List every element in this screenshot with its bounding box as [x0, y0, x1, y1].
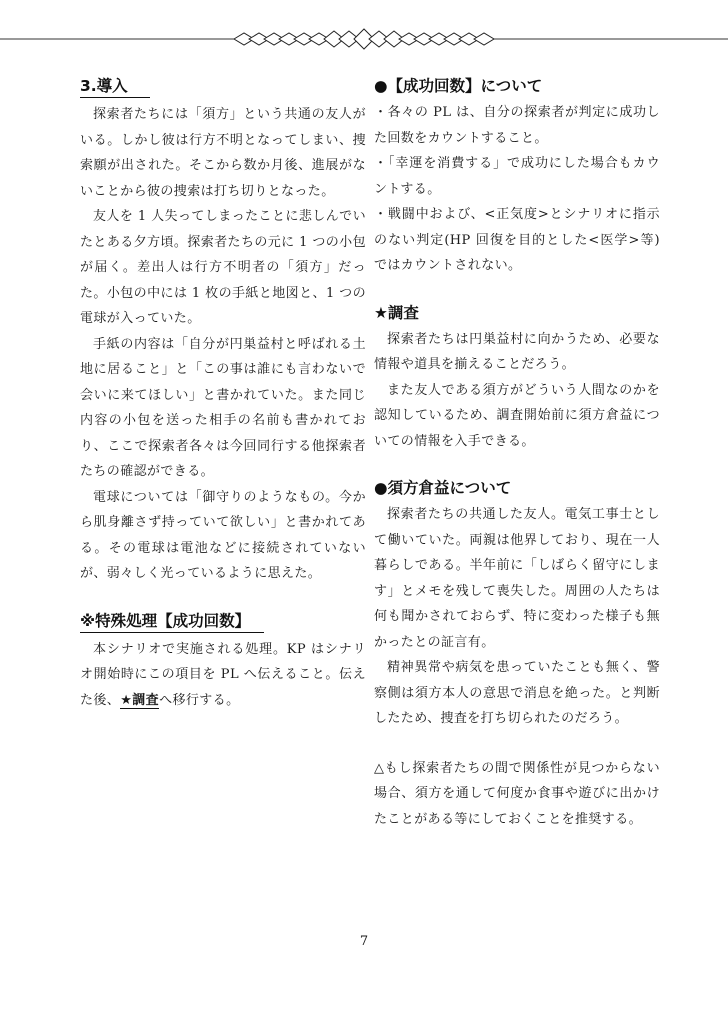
left-column [80, 76, 366, 713]
intro-paragraph-1: 探索者たちには「須方」という共通の友人がいる。しかし彼は行方不明となってしまい、捜索願が出された。そこから数か月後、進展がないことから彼の捜索は打ち切りとなった。 [80, 107, 366, 199]
sukata-note: △もし探索者たちの間で関係性が見つからない場合、須方を通して何度か食事や遊びに出かけたことがある等にしておくことを推奨する。 [374, 760, 660, 827]
investigation-paragraph-2: また友人である須方がどういう人間なのかを認知しているため、調査開始前に須方倉益についての情報を入手できる。 [374, 382, 660, 449]
investigation-link[interactable]: ★調査 [120, 692, 160, 708]
intro-paragraph-3: 手紙の内容は「自分が円巣益村と呼ばれる土地に居ること」と「この事は誰にも言わないで会いに来てほしい」と書かれていた。また同じ内容の小包を送った相手の名前も書かれており、ここで探索者各々は今回同行する他探索者たちの確認ができる。 [80, 336, 366, 479]
page-number: 7 [359, 934, 369, 949]
special-paragraph: 本シナリオで実施される処理。KP はシナリオ開始時にこの項目を PL へ伝えること。伝えた後、★調査へ移行する。 [80, 641, 366, 708]
investigation-heading: ★調査 [374, 303, 419, 322]
intro-paragraph-4: 電球については「御守りのようなもの。今から肌身離さず持っていて欲しい」と書かれてある。その電球は電池などに接続されていないが、弱々しく光っているように思えた。 [80, 489, 366, 581]
header-ornament [0, 26, 728, 52]
right-column [374, 76, 660, 832]
intro-heading: 3.導入 [80, 76, 366, 98]
sukata-heading: ●須方倉益について [374, 479, 512, 497]
sukata-paragraph-1: 探索者たちの共通した友人。電気工事士として働いていた。両親は他界しており、現在一人暮らしである。半年前に「しばらく留守にします」とメモを残して喪失した。周囲の人たちは何も聞かされておらず、特に変わった様子も無かったとの証言有。 [374, 507, 660, 650]
ornament-diamond [474, 33, 494, 45]
success-item-1: ・各々の PL は、自分の探索者が判定に成功した回数をカウントすること。 [374, 105, 660, 146]
sukata-paragraph-2: 精神異常や病気を患っていたことも無く、警察側は須方本人の意思で消息を絶った。と判断したため、捜査を打ち切られたのだろう。 [374, 660, 660, 726]
special-heading: ※特殊処理【成功回数】 [80, 611, 366, 633]
investigation-paragraph-1: 探索者たちは円巣益村に向かうため、必要な情報や道具を揃えることだろう。 [374, 331, 660, 372]
success-heading: ●【成功回数】について [374, 77, 543, 95]
success-item-2: ・「幸運を消費する」で成功にした場合もカウントする。 [374, 156, 660, 197]
intro-paragraph-2: 友人を 1 人失ってしまったことに悲しんでいたとある夕方頃。探索者たちの元に 1 つの小包が届く。差出人は行方不明者の「須方」だった。小包の中には 1 枚の手紙と地図と、1 つの電球が入っていた。 [80, 209, 366, 326]
success-item-3: ・戦闘中および、<正気度>とシナリオに指示のない判定(HP 回復を目的とした<医学>等)ではカウントされない。 [374, 207, 660, 273]
